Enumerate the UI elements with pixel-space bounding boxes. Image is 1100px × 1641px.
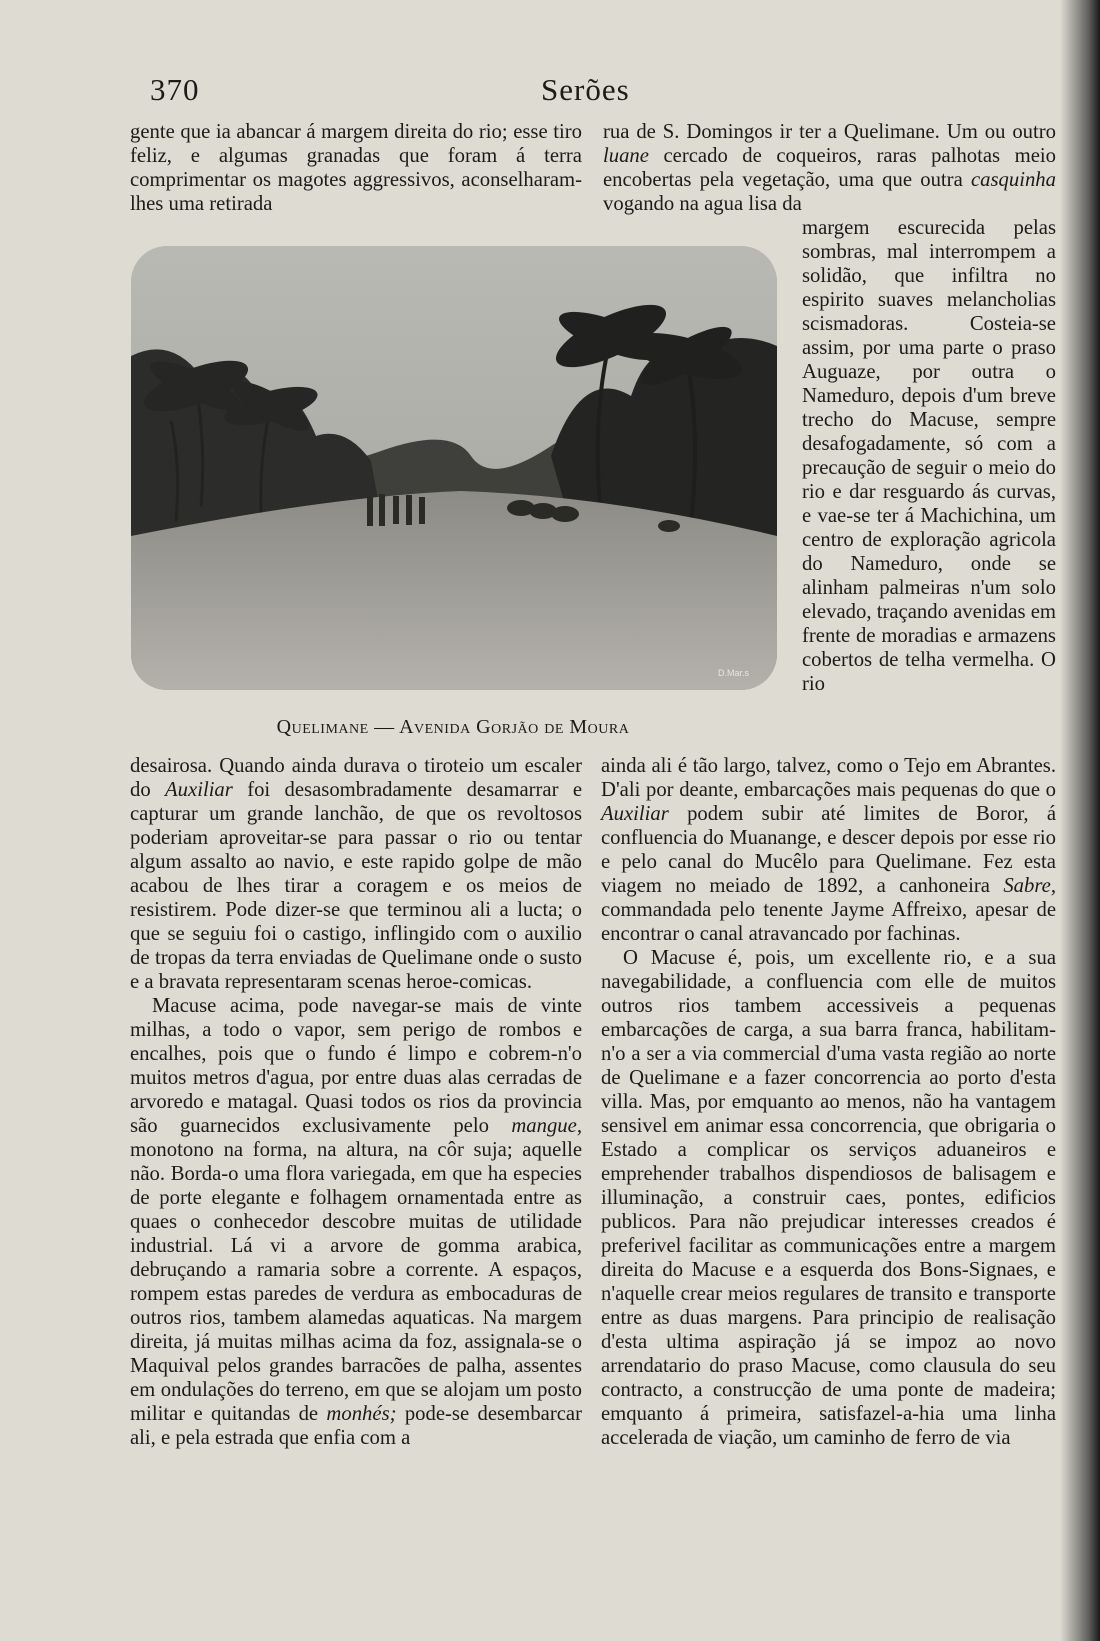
photo-avenida-gorjao-de-moura: [131, 246, 777, 690]
text-top-right: rua de S. Domingos ir ter a Quelimane. Um ou outro luane cercado de coqueiros, raras palhotas meio encobertas pela vegetação, uma que outra casquinha vogando na agua lisa da: [603, 121, 1056, 215]
text-bottom-left: [130, 754, 582, 1450]
photo-caption: Quelimane — Avenida Gorjão de Moura: [276, 716, 630, 738]
photo-signature: D.Mar.s: [718, 668, 750, 678]
paragraph: desairosa. Quando ainda durava o tiroteio um escaler do Auxiliar foi desasombradamente desamarrar e capturar um grande lanchão, de que os revoltosos poderiam aproveitar-se para passar o rio ou tentar algum assalto ao navio, e este rapido golpe de mão acabou de lhes tirar a coragem e os meios de resistirem. Pode dizer-se que terminou ali a lucta; o que se seguiu foi o castigo, inflingido com o auxilio de tropas da terra enviadas de Quelimane onde o susto e a bravata representaram scenas heroe-comicas.: [130, 755, 582, 993]
text-bottom-right: [601, 754, 1056, 1450]
paragraph: ainda ali é tão largo, talvez, como o Tejo em Abrantes. D'ali por deante, embarcações mais pequenas do que o Auxiliar podem subir até limites de Boror, á confluencia do Muanange, e descer depois por esse rio e pelo canal do Mucêlo para Quelimane. Fez esta viagem no meiado de 1892, a canhoneira Sabre, commandada pelo tenente Jayme Affreixo, apesar de encontrar o canal atravancado por fachinas.: [601, 755, 1056, 945]
paragraph: Macuse acima, pode navegar-se mais de vinte milhas, a todo o vapor, sem perigo de rombos e encalhes, pois que o fundo é limpo e cobrem-n'o muitos metros d'agua, por entre duas alas cerradas de arvoredo e matagal. Quasi todos os rios da provincia são guarnecidos exclusivamente pelo mangue, monotono na forma, na altura, na côr suja; aquelle não. Borda-o uma flora variegada, em que ha especies de porte elegante e folhagem ornamentada entre as quaes o conhecedor descobre muitas de utilidade industrial. Lá vi a arvore de gomma arabica, debruçando a ramaria sobre a corrente. A espaços, rompem estas paredes de verdura as embocaduras de outros rios, tambem alamedas aquaticas. Na margem direita, já muitas milhas acima da foz, assignala-se o Maquival pelos grandes barracões de palha, assentes em ondulações do terreno, em que se alojam um posto militar e quitandas de monhés; pode-se desembarcar ali, e pela estrada que enfia com a: [130, 995, 582, 1449]
running-title: Serões: [541, 72, 630, 107]
text-right-column-beside-photo: margem escurecida pelas sombras, mal interrompem a solidão, que infiltra no espirito suaves melancholias scismadoras. Costeia-se assim, por uma parte o praso Auguaze, por outra o Nameduro, depois d'um breve trecho do Macuse, sempre desafogadamente, só com a precaução de seguir o meio do rio e dar resguardo ás curvas, e vae-se ter á Machichina, um centro de exploração agricola do Nameduro, onde se alinham palmeiras n'um solo elevado, traçando avenidas em frente de moradias e armazens cobertos de telha vermelha. O rio: [802, 217, 1056, 695]
photo-illustration: [131, 246, 777, 690]
text-top-left: gente que ia abancar á margem direita do rio; esse tiro feliz, e algumas granadas que foram á terra comprimentar os magotes aggressivos, aconselharam-lhes uma retirada: [130, 121, 582, 215]
page-edge-shadow: [1060, 0, 1100, 1641]
paragraph: O Macuse é, pois, um excellente rio, e a sua navegabilidade, a confluencia com elle de muitos outros rios tambem accessiveis a pequenas embarcações de carga, a sua barra franca, habilitam-n'o a ser a via commercial d'uma vasta região ao norte de Quelimane e a fazer concorrencia ao porto d'esta villa. Mas, por emquanto ao menos, não ha vantagem sensivel em animar essa concorrencia, que obrigaria o Estado a complicar os serviços aduaneiros e emprehender trabalhos dispendiosos de balisagem e illuminação, a construir caes, pontes, edificios publicos. Para não prejudicar interesses creados é preferivel facilitar as communicações entre a margem direita do Macuse e a esquerda dos Bons-Signaes, e n'aquelle crear meios regulares de transito e transporte entre as duas margens. Para principio de realisação d'esta ultima aspiração já se impoz ao novo arrendatario do praso Macuse, como clausula do seu contracto, a construcção de uma ponte de madeira; emquanto á primeira, satisfazel-a-hia uma linha accelerada de viação, um caminho de ferro de via: [601, 947, 1056, 1449]
page-number: 370: [150, 72, 200, 107]
